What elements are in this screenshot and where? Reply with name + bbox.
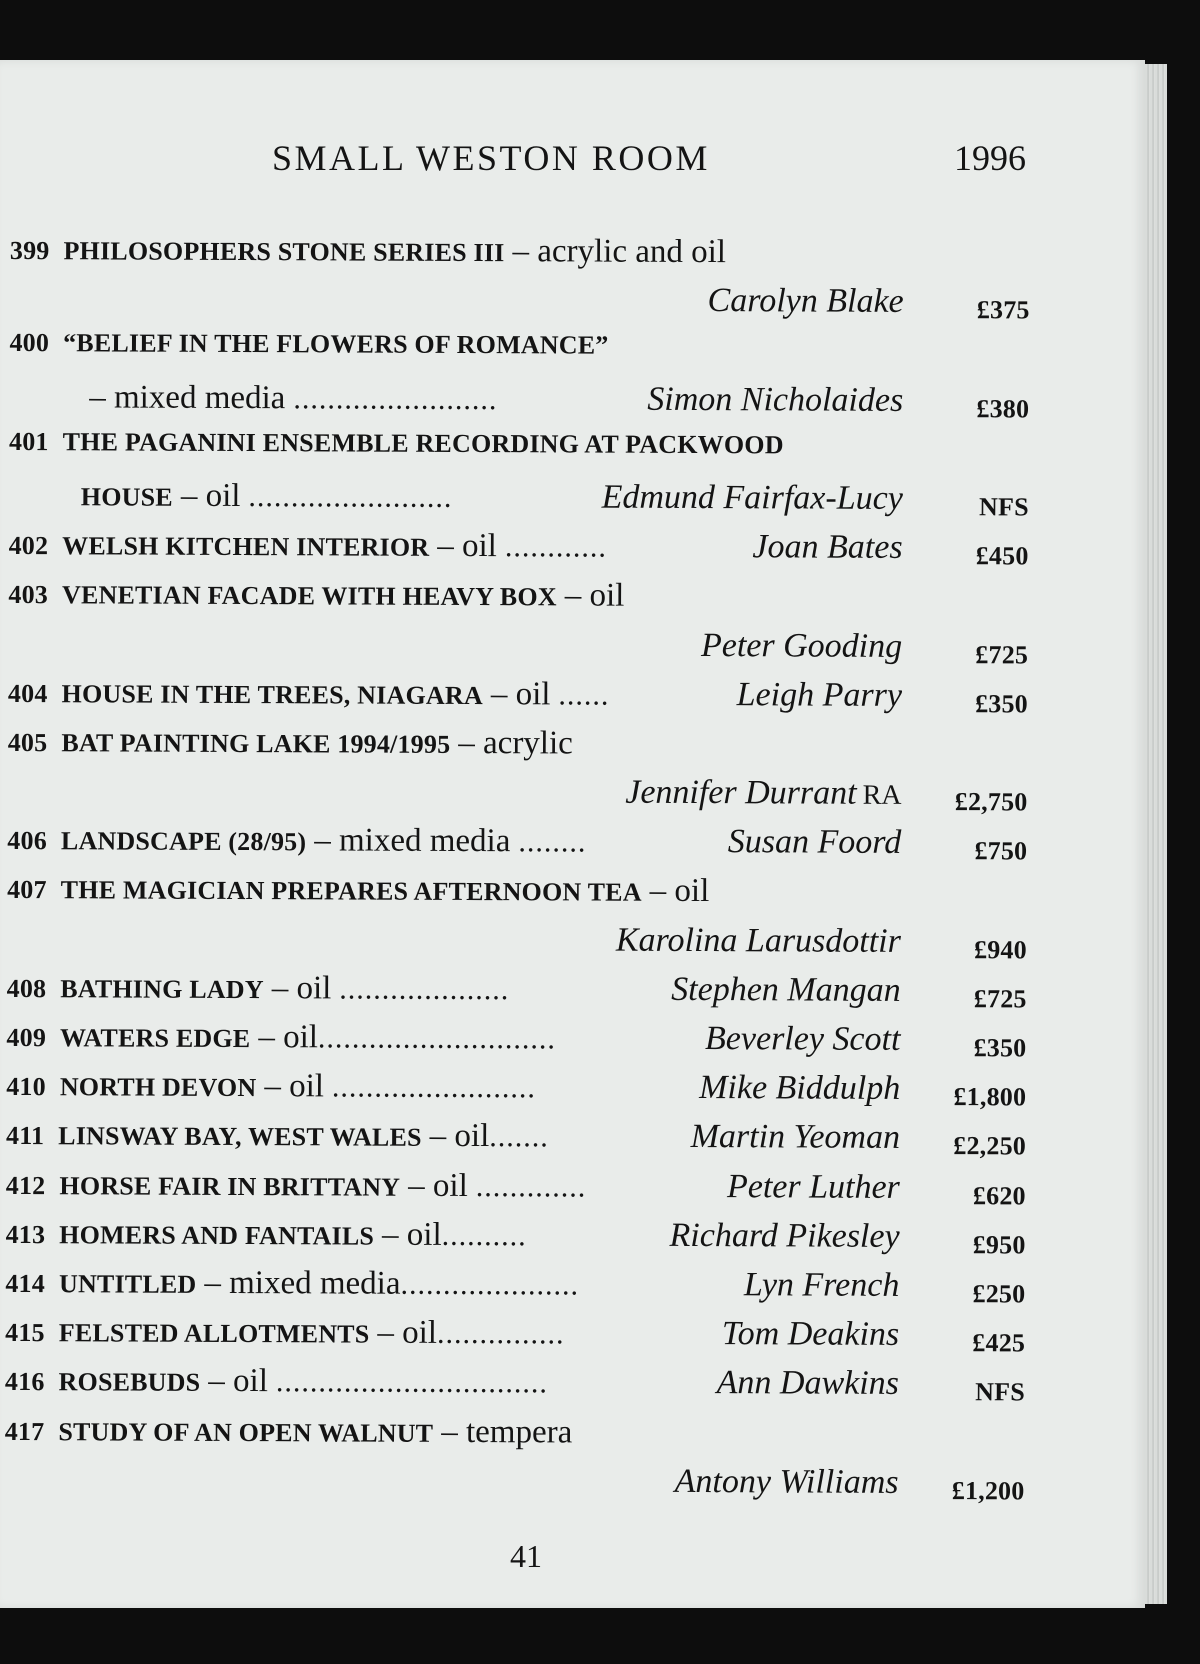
entry-title: UNTITLED — [58, 1269, 197, 1299]
list-item — [7, 769, 1027, 823]
entry-medium: – acrylic — [458, 724, 573, 762]
entry-price: £950 — [972, 1229, 1026, 1260]
entry-title: PHILOSOPHERS STONE SERIES III — [63, 236, 505, 268]
entry-artist: Tom Deakins — [721, 1315, 900, 1354]
entry-price: £380 — [976, 393, 1030, 424]
list-item — [6, 1064, 1026, 1118]
list-item — [6, 1163, 1026, 1217]
entry-title: BATHING LADY — [60, 974, 264, 1004]
page-header — [0, 137, 1030, 187]
entry-title: ROSEBUDS — [58, 1367, 201, 1398]
list-item — [9, 376, 1029, 430]
leader-dots: ....... — [489, 1120, 549, 1154]
entry-price: £1,800 — [953, 1082, 1027, 1112]
leader-dots: ........................ — [248, 479, 453, 514]
leader-dots: ................................ — [275, 1365, 549, 1400]
entry-number: 411 — [5, 1121, 45, 1151]
entry-price: £250 — [972, 1279, 1026, 1309]
entry-number: 412 — [5, 1170, 46, 1200]
leader-dots: ...... — [558, 678, 610, 712]
entry-title: FELSTED ALLOTMENTS — [58, 1318, 370, 1349]
entry-title: THE PAGANINI ENSEMBLE RECORDING AT PACKWOOD — [62, 426, 784, 460]
entry-medium: – oil — [377, 1314, 438, 1351]
entry-artist: Antony Williams — [674, 1462, 899, 1501]
entry-number: 405 — [7, 727, 48, 758]
entry-medium: – oil — [180, 477, 241, 514]
entry-artist: Beverley Scott — [704, 1020, 901, 1058]
entry-artist: Peter Gooding — [700, 626, 903, 665]
leader-dots: ............................ — [317, 1021, 557, 1056]
list-item — [8, 523, 1028, 577]
list-item — [10, 228, 1030, 282]
list-item — [5, 1408, 1025, 1462]
list-item — [9, 474, 1029, 528]
list-item — [5, 1359, 1025, 1413]
entry-title: VENETIAN FACADE WITH HEAVY BOX — [61, 580, 557, 612]
entry-price: £725 — [973, 984, 1027, 1014]
entry-artist: Karolina Larusdottir — [615, 921, 901, 960]
list-item — [8, 671, 1028, 725]
entry-number: 404 — [7, 678, 48, 708]
list-item — [9, 326, 1029, 380]
entry-title: HOMERS AND FANTAILS — [59, 1219, 375, 1251]
entry-price: £2,250 — [953, 1131, 1027, 1161]
entry-price: £940 — [973, 934, 1027, 965]
entry-medium: – oil — [382, 1216, 442, 1253]
entry-number: 415 — [5, 1318, 45, 1348]
entry-price: £725 — [975, 639, 1029, 669]
entry-artist: Stephen Mangan — [671, 970, 901, 1009]
list-item — [7, 966, 1027, 1020]
entry-artist: Lyn French — [743, 1266, 900, 1304]
entry-medium: – tempera — [441, 1413, 573, 1450]
list-item — [6, 1113, 1026, 1167]
page-edge — [1145, 64, 1167, 1604]
entry-medium: – oil — [264, 1068, 325, 1105]
entry-artist: Simon Nicholaides — [647, 380, 904, 419]
entry-number: 403 — [8, 580, 49, 610]
entry-number: 416 — [4, 1367, 45, 1397]
leader-dots: ..................... — [400, 1267, 580, 1302]
entry-number: 410 — [6, 1072, 46, 1102]
leader-dots: ............... — [436, 1316, 565, 1351]
list-item — [7, 917, 1027, 971]
leader-dots: ........................ — [293, 381, 498, 416]
entry-number: 417 — [4, 1416, 45, 1446]
list-item — [5, 1310, 1025, 1364]
list-item — [8, 621, 1028, 675]
entry-artist: Ann Dawkins — [716, 1364, 900, 1403]
entry-title: HORSE FAIR IN BRITTANY — [59, 1170, 401, 1202]
list-item — [6, 1015, 1026, 1069]
entry-medium: – oil — [258, 1019, 319, 1056]
entry-title: WATERS EDGE — [60, 1023, 251, 1054]
entry-price: NFS — [979, 492, 1029, 522]
year: 1996 — [954, 138, 1026, 178]
entry-price: £425 — [972, 1328, 1026, 1358]
leader-dots: .......... — [441, 1218, 527, 1253]
entry-medium: – acrylic and oil — [512, 233, 727, 271]
list-item — [9, 425, 1029, 479]
entry-title: HOUSE IN THE TREES, NIAGARA — [61, 678, 483, 710]
entry-price: £1,200 — [951, 1475, 1025, 1506]
entry-title-continued: HOUSE — [80, 482, 173, 512]
entry-artist: Susan Foord — [727, 823, 902, 862]
entry-number: 406 — [7, 826, 47, 856]
leader-dots: ........................ — [331, 1070, 537, 1105]
list-item — [7, 818, 1027, 872]
leader-dots: ............. — [475, 1169, 587, 1204]
entry-medium: – mixed media — [89, 378, 286, 416]
list-item — [7, 867, 1027, 921]
list-item — [8, 720, 1028, 774]
entry-title: LINSWAY BAY, WEST WALES — [58, 1121, 422, 1153]
entry-title: “BELIEF IN THE FLOWERS OF ROMANCE” — [63, 328, 609, 360]
list-item — [10, 277, 1030, 331]
entry-artist: Peter Luther — [726, 1167, 900, 1206]
entry-number: 401 — [9, 426, 49, 456]
entry-price: £750 — [974, 836, 1028, 866]
entry-number: 409 — [6, 1022, 47, 1053]
entry-artist: Edmund Fairfax-Lucy — [601, 478, 903, 517]
entry-medium: – oil — [208, 1363, 269, 1400]
entry-number: 408 — [6, 973, 47, 1003]
room-title: SMALL WESTON ROOM — [272, 138, 710, 178]
entry-artist: Joan Bates — [752, 528, 903, 567]
entry-number: 413 — [5, 1219, 46, 1249]
entry-title: NORTH DEVON — [59, 1072, 257, 1103]
entry-medium: – oil — [490, 675, 551, 713]
entry-price: NFS — [975, 1377, 1025, 1407]
entry-price: £350 — [973, 1033, 1027, 1063]
page-number: 41 — [510, 1538, 542, 1574]
entry-price: £375 — [976, 295, 1030, 325]
entry-number: 402 — [8, 531, 49, 561]
entry-medium: – oil — [271, 969, 332, 1007]
entry-title: STUDY OF AN OPEN WALNUT — [58, 1416, 434, 1448]
entry-price: £350 — [975, 688, 1028, 719]
entry-number: 407 — [7, 875, 47, 905]
entry-medium: – oil — [408, 1167, 468, 1204]
leader-dots: ............ — [504, 530, 607, 564]
entry-title: THE MAGICIAN PREPARES AFTERNOON TEA — [60, 875, 642, 908]
entry-medium: – oil — [429, 1118, 490, 1155]
entry-title: LANDSCAPE (28/95) — [60, 826, 307, 857]
entry-title: WELSH KITCHEN INTERIOR — [62, 531, 430, 562]
artist-suffix: RA — [862, 779, 902, 811]
list-item — [8, 572, 1028, 626]
list-item — [5, 1261, 1025, 1315]
entry-artist: Richard Pikesley — [669, 1216, 900, 1255]
catalogue-list — [4, 228, 1030, 1511]
entry-artist: Martin Yeoman — [690, 1118, 901, 1157]
entry-medium: – oil — [564, 577, 625, 614]
entry-price: £620 — [972, 1180, 1026, 1211]
entry-number: 414 — [5, 1268, 46, 1299]
entry-price: £2,750 — [954, 787, 1028, 817]
list-item — [4, 1458, 1024, 1512]
entry-artist: Mike Biddulph — [699, 1069, 901, 1108]
entry-medium: – mixed media — [314, 822, 511, 860]
entry-artist: Leigh Parry — [736, 675, 903, 714]
entry-number: 399 — [9, 235, 50, 266]
entry-title: BAT PAINTING LAKE 1994/1995 — [61, 728, 451, 759]
list-item — [5, 1212, 1025, 1266]
entry-medium: – mixed media — [204, 1264, 401, 1302]
entry-price: £450 — [975, 541, 1029, 571]
entry-artist: Carolyn Blake — [707, 282, 904, 321]
entry-number: 400 — [9, 328, 50, 358]
leader-dots: .................... — [339, 972, 510, 1006]
entry-medium: – oil — [437, 527, 497, 565]
entry-medium: – oil — [649, 873, 710, 910]
entry-artist: Jennifer Durrant — [625, 773, 857, 812]
leader-dots: ........ — [518, 825, 587, 859]
